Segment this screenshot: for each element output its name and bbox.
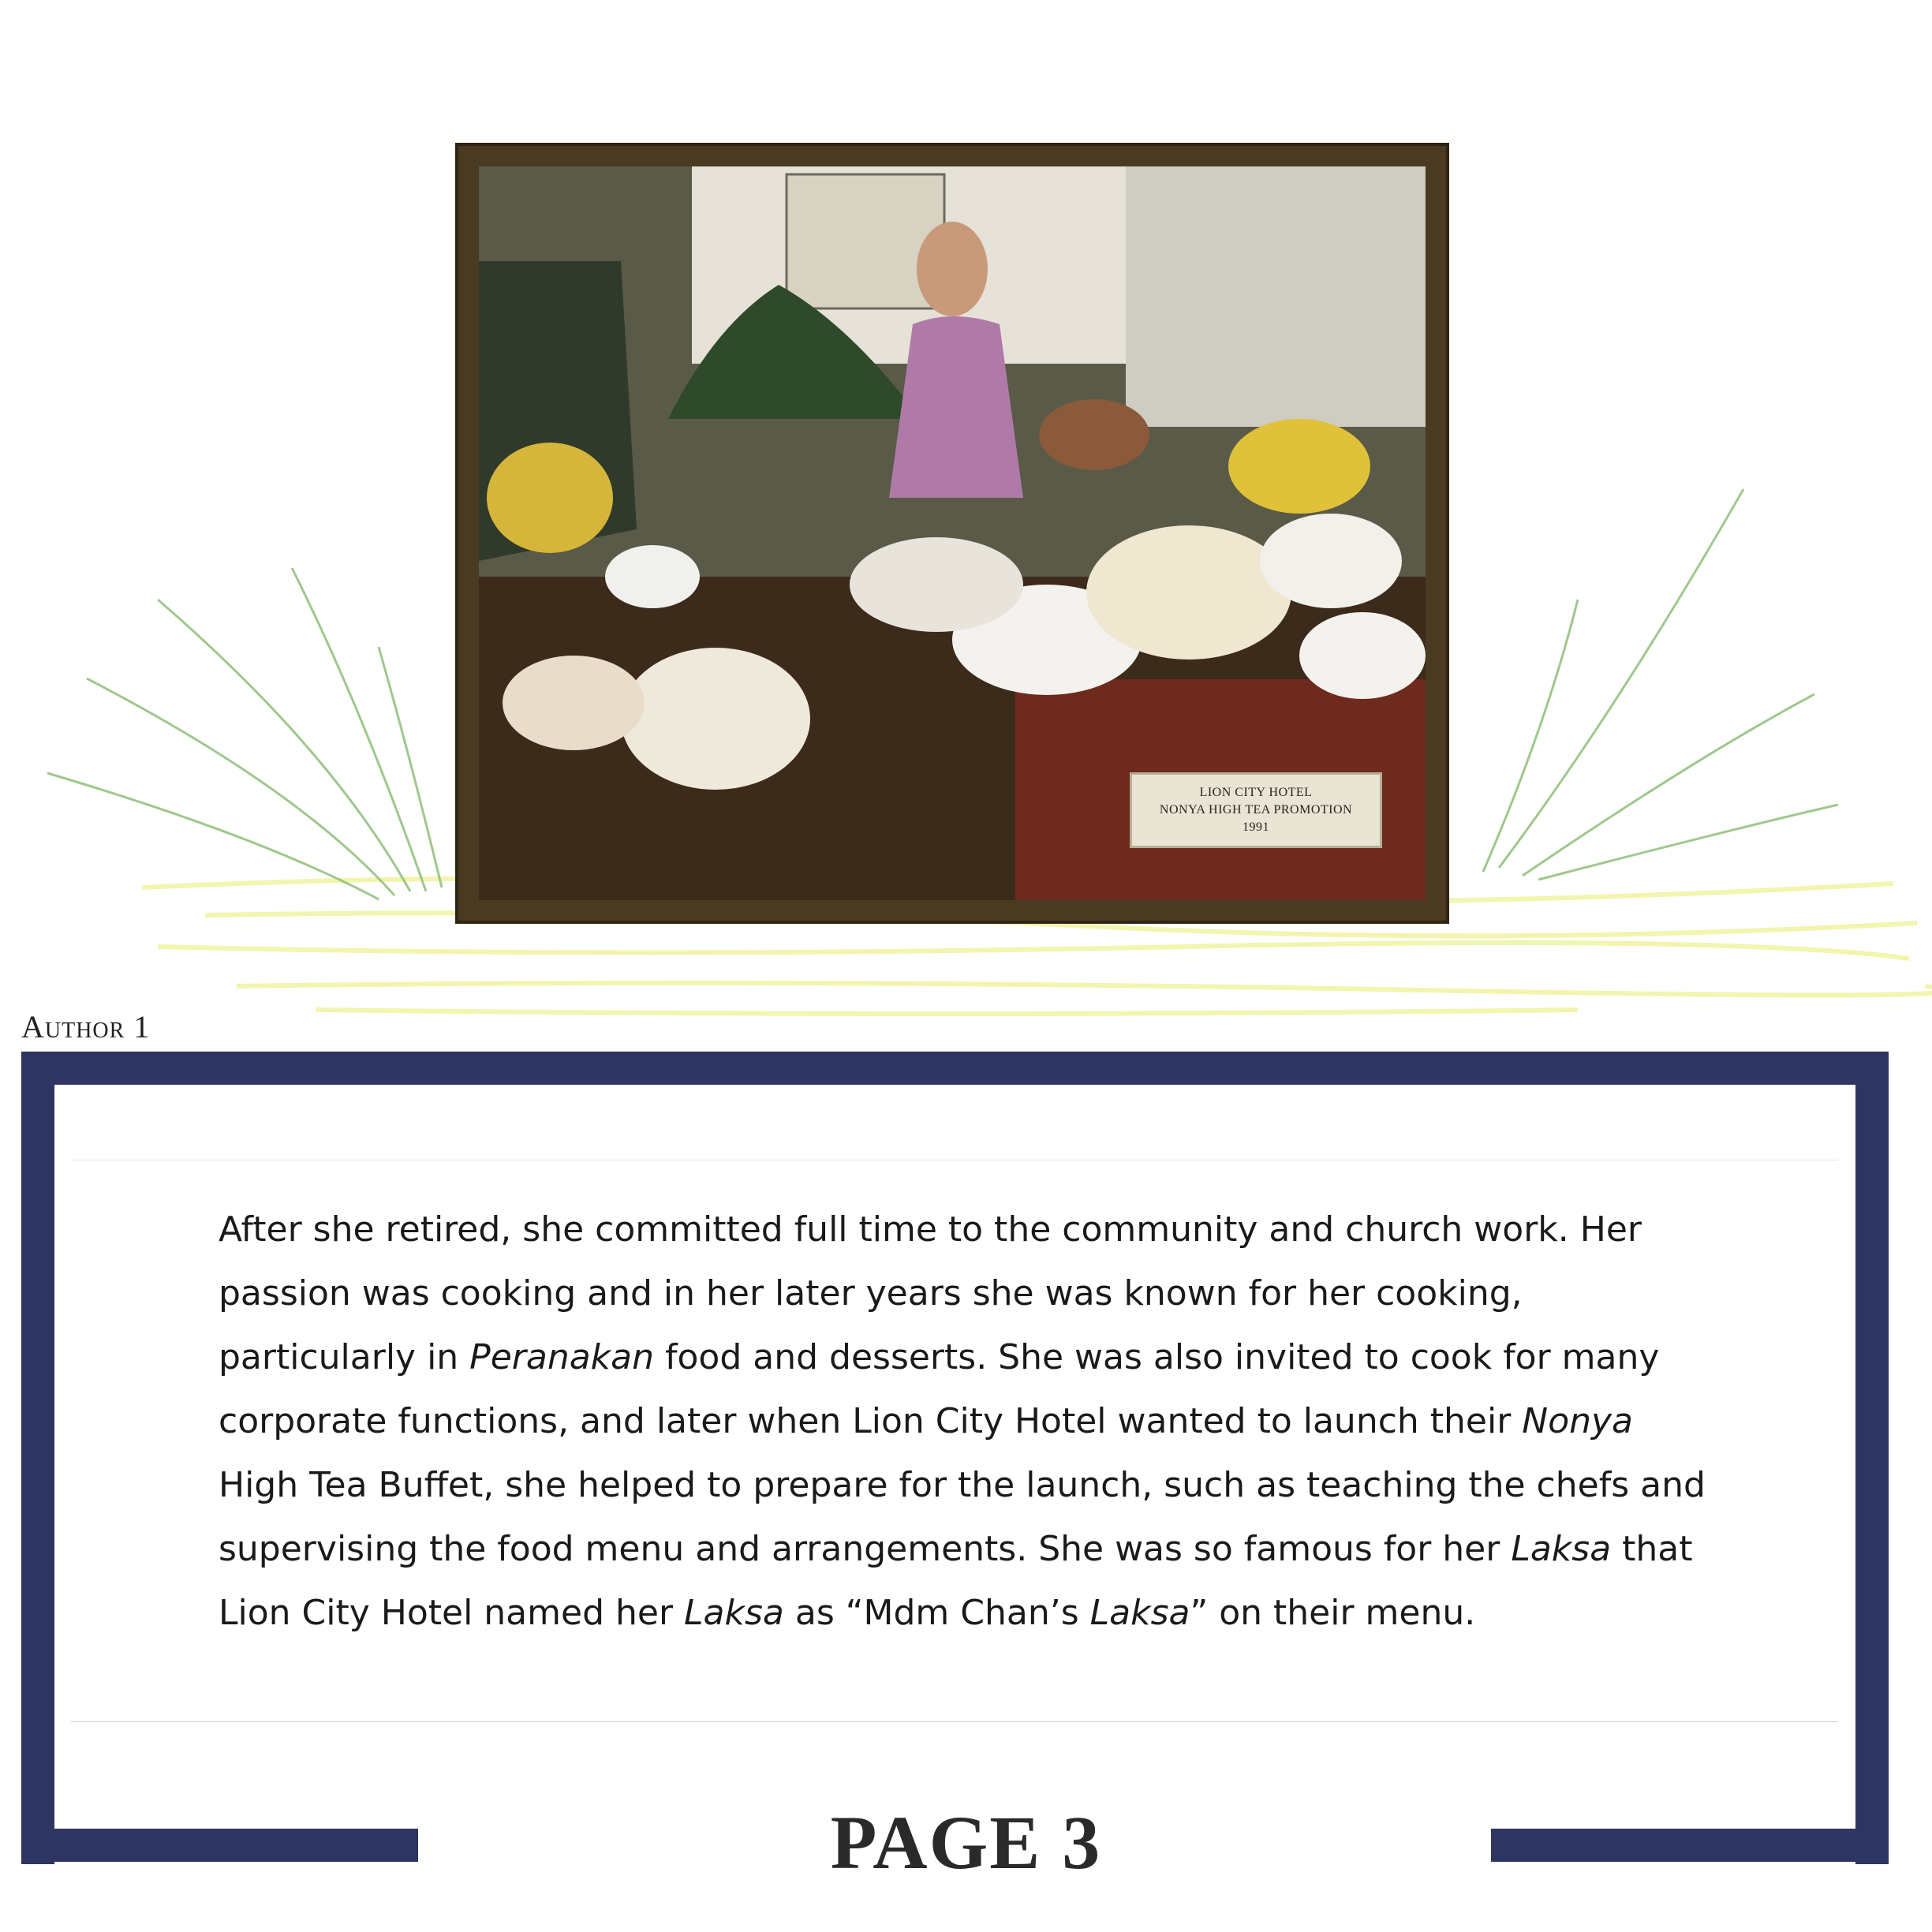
- italic-term: Peranakan: [469, 1337, 655, 1377]
- paper-edge-bottom: [71, 1721, 1838, 1722]
- framed-photograph: [455, 143, 1449, 924]
- paragraph-text: food and desserts. She was also invited to cook for many corporate functions, and later when Lion City Hotel wanted to launch their: [219, 1337, 1660, 1441]
- plaque-line-1: LION CITY HOTEL: [1199, 786, 1313, 799]
- italic-term: Laksa: [1511, 1529, 1612, 1569]
- story-paragraph: [219, 1198, 1717, 1645]
- italic-term: Laksa: [684, 1593, 784, 1633]
- paragraph-text: that Lion City Hotel named her: [219, 1529, 1693, 1633]
- paragraph-text: as “Mdm Chan’s: [783, 1593, 1090, 1633]
- plaque-line-2: NONYA HIGH TEA PROMOTION: [1159, 803, 1353, 817]
- hotel-plaque: [1130, 772, 1382, 848]
- plaque-line-3: 1991: [1243, 820, 1269, 834]
- paragraph-text: High Tea Buffet, she helped to prepare for the launch, such as teaching the chefs and supervising the food menu and arrangements. She was so famous for her: [219, 1465, 1706, 1569]
- photo-image: [479, 166, 1426, 900]
- author-label: Author 1: [21, 1009, 151, 1044]
- page-number: PAGE 3: [830, 1800, 1102, 1885]
- italic-term: Laksa: [1089, 1593, 1190, 1633]
- paragraph-text: After she retired, she committed full time to the community and church work. Her passion was cooking and in her later years she was known for her cooking, particularly in: [219, 1209, 1642, 1377]
- italic-term: Nonya: [1522, 1401, 1634, 1441]
- paragraph-text: ” on their menu.: [1190, 1593, 1476, 1633]
